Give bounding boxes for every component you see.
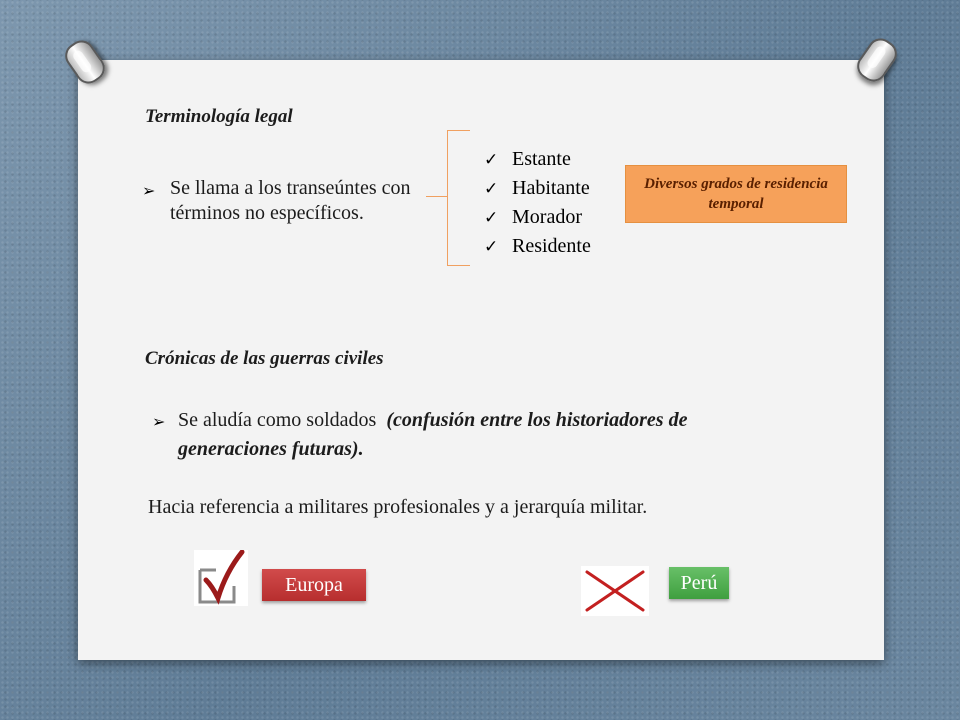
term-list [484,145,591,261]
bullet-soldados-italic: (confusión entre los historiadores de [386,409,688,431]
bullet-transeuntes: Se llama a los transeúntes con términos no específicos. [170,177,411,224]
term-label: Habitante [512,177,590,199]
term-label: Estante [512,148,571,170]
peru-label: Perú [669,567,729,599]
checkmark-icon: ✓ [484,179,499,198]
arrow-bullet-icon: ➢ [142,183,156,200]
arrow-bullet-icon: ➢ [152,414,166,431]
residence-grades-box [625,165,847,223]
section-title-terminologia: Terminología legal [145,106,293,127]
bracket-connector [447,130,470,266]
red-x-icon [581,566,649,616]
reference-text: Hacia referencia a militares profesionales y a jerarquía militar. [148,496,648,518]
residence-grades-text: Diversos grados de residencia temporal [644,176,828,212]
list-item [484,232,591,261]
europa-label: Europa [262,569,366,601]
bullet-soldados-plain: Se aludía como soldados [178,409,377,431]
bracket-connector-stem [426,196,448,197]
bullet-soldados-line2: generaciones futuras). [178,438,364,460]
list-item [484,174,591,203]
checkmark-icon: ✓ [484,150,499,169]
checkmark-icon: ✓ [484,208,499,227]
term-label: Residente [512,235,591,257]
list-item [484,203,591,232]
check-box-icon [194,550,248,606]
term-label: Morador [512,206,582,228]
checkmark-icon: ✓ [484,237,499,256]
list-item [484,145,591,174]
section-title-cronicas: Crónicas de las guerras civiles [145,348,384,369]
bullet-soldados [178,408,687,433]
